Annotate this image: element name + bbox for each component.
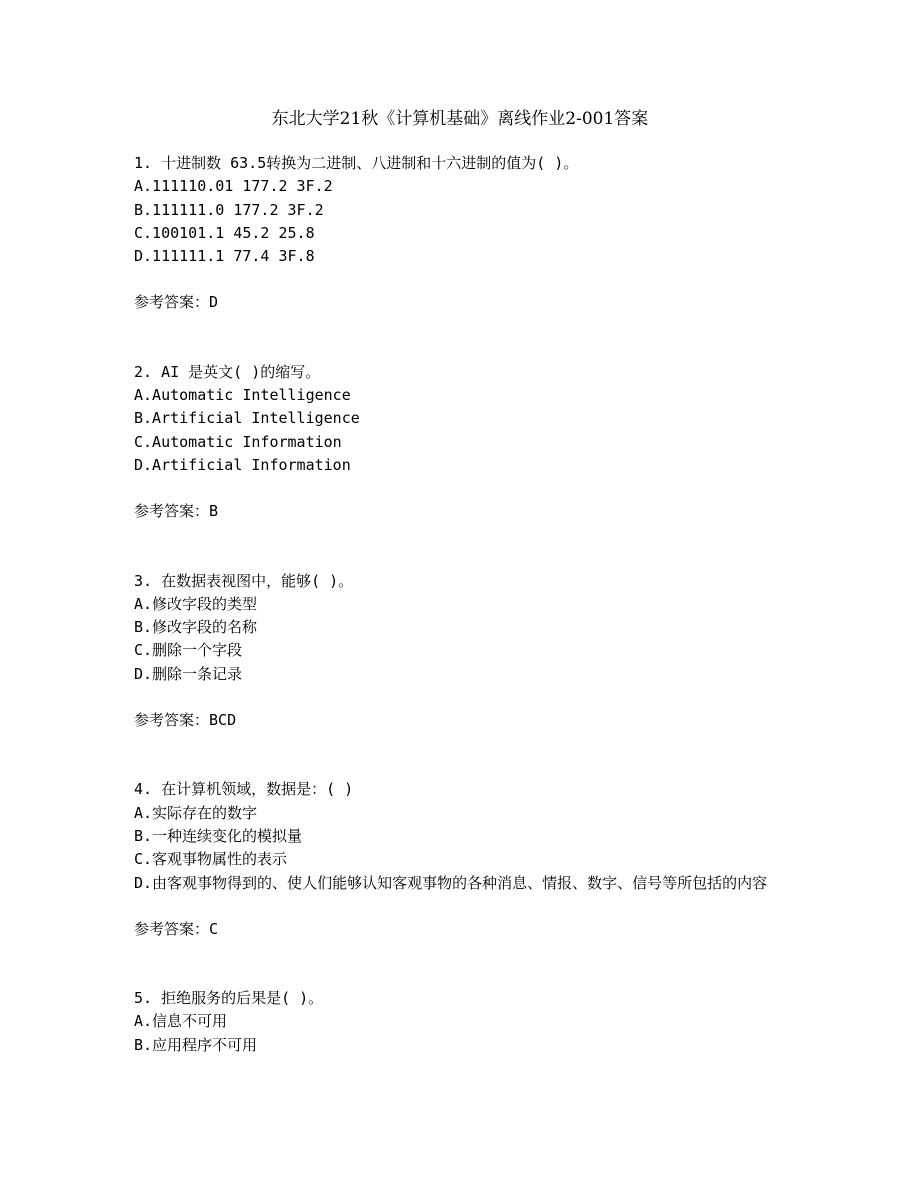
option-d: D.删除一条记录	[134, 664, 243, 683]
option-c: C.客观事物属性的表示	[134, 850, 288, 869]
question-3	[134, 570, 794, 733]
option-c: C.Automatic Information	[134, 432, 342, 451]
option-d: D.由客观事物得到的、使人们能够认知客观事物的各种消息、情报、数字、信号等所包括的内容	[134, 873, 768, 892]
answer-label: 参考答案：	[134, 919, 210, 938]
question-5	[134, 987, 794, 1057]
reference-answer	[134, 291, 794, 314]
answer-value: D	[209, 293, 219, 312]
reference-answer	[134, 918, 794, 941]
question-2	[134, 361, 794, 524]
question-stem: 5. 拒绝服务的后果是( )。	[134, 989, 324, 1008]
question-list	[134, 152, 794, 1057]
option-a: A.修改字段的类型	[134, 594, 258, 613]
option-a: A.实际存在的数字	[134, 803, 258, 822]
option-d: D.Artificial Information	[134, 455, 351, 474]
question-stem: 3. 在数据表视图中，能够( )。	[134, 571, 354, 590]
reference-answer	[134, 500, 794, 523]
option-b: B.应用程序不可用	[134, 1035, 258, 1054]
option-b: B.一种连续变化的模拟量	[134, 826, 303, 845]
page-title: 东北大学21秋《计算机基础》离线作业2-001答案	[271, 109, 649, 129]
option-c: C.删除一个字段	[134, 641, 243, 660]
answer-value: C	[209, 919, 219, 938]
answer-label: 参考答案：	[134, 502, 210, 521]
option-c: C.100101.1 45.2 25.8	[134, 223, 315, 242]
question-stem: 2. AI 是英文( )的缩写。	[134, 362, 321, 381]
option-a: A.111110.01 177.2 3F.2	[134, 177, 333, 196]
question-stem: 4. 在计算机领域，数据是：( )	[134, 780, 354, 799]
answer-value: BCD	[209, 711, 237, 730]
option-b: B.111111.0 177.2 3F.2	[134, 200, 324, 219]
reference-answer	[134, 709, 794, 732]
question-1	[134, 152, 794, 315]
option-b: B.Artificial Intelligence	[134, 409, 360, 428]
option-a: A.信息不可用	[134, 1012, 228, 1031]
option-b: B.修改字段的名称	[134, 618, 258, 637]
question-4	[134, 778, 794, 941]
option-a: A.Automatic Intelligence	[134, 386, 351, 405]
answer-label: 参考答案：	[134, 293, 210, 312]
answer-value: B	[209, 502, 219, 521]
option-d: D.111111.1 77.4 3F.8	[134, 247, 315, 266]
answer-label: 参考答案：	[134, 711, 210, 730]
question-stem: 1. 十进制数 63.5转换为二进制、八进制和十六进制的值为( )。	[134, 154, 579, 172]
